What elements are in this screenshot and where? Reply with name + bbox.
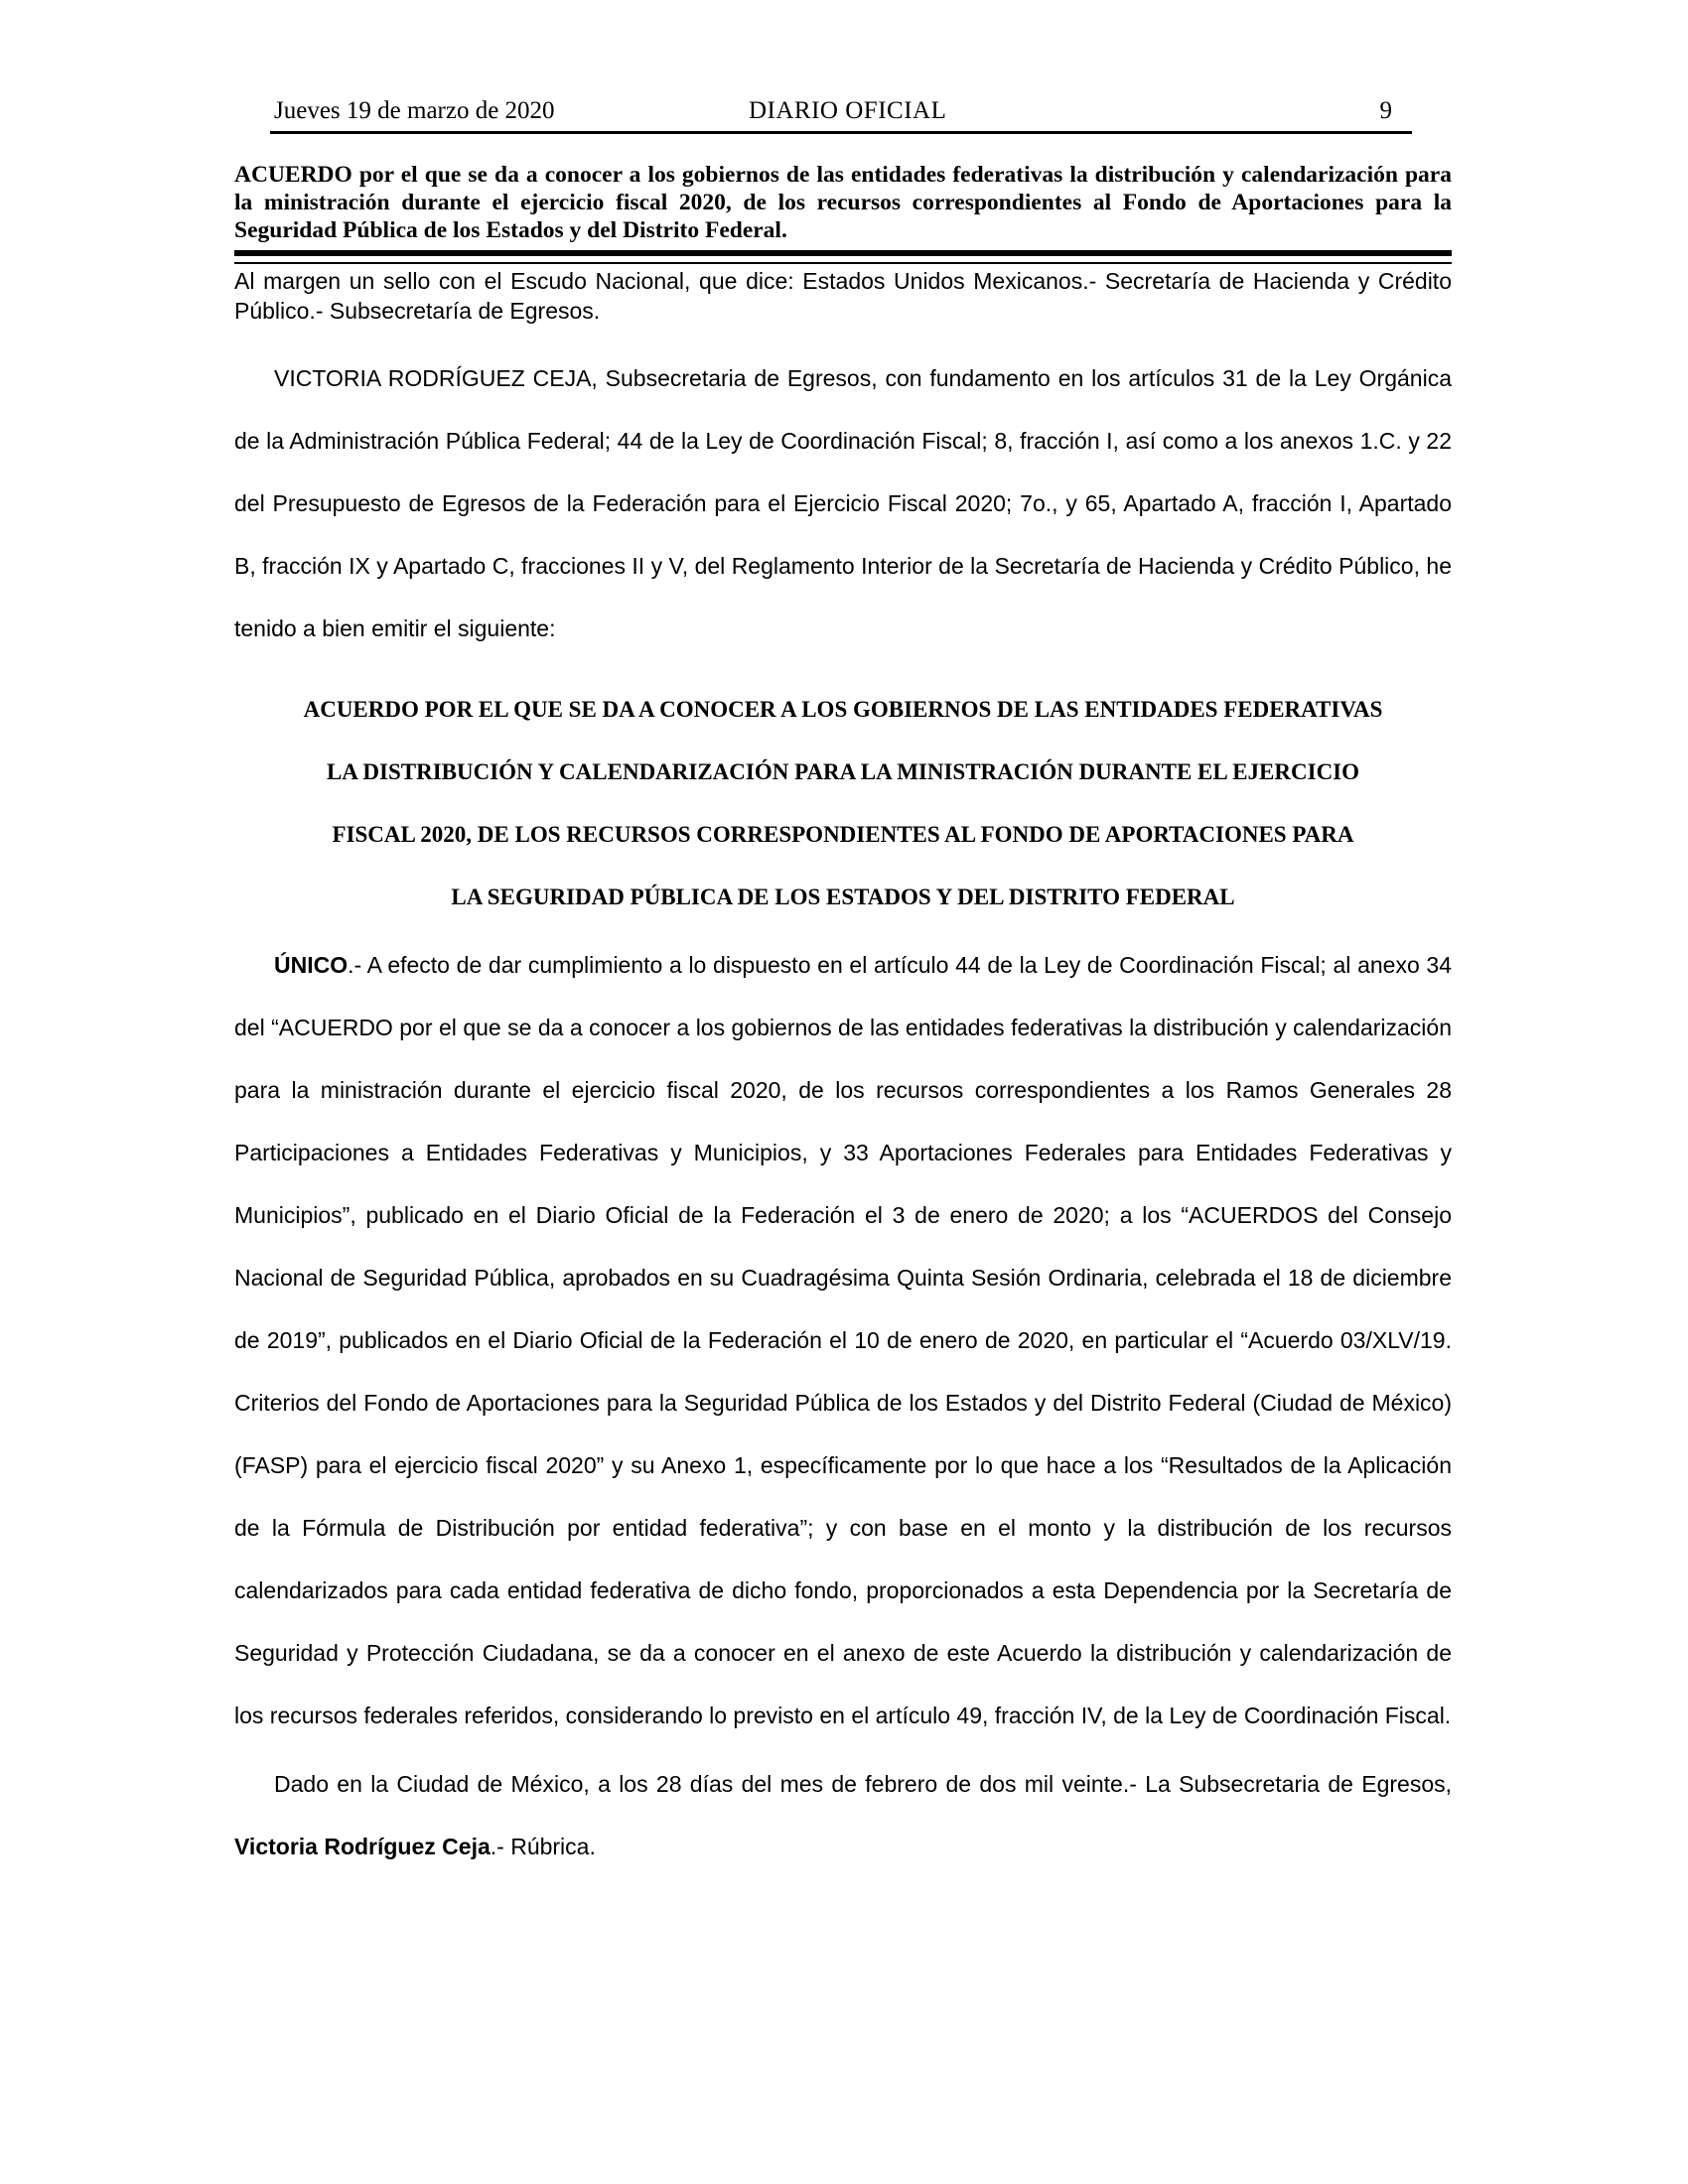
accord-heading <box>234 678 1452 928</box>
closing-paragraph <box>234 1753 1452 1878</box>
accord-heading-line: FISCAL 2020, DE LOS RECURSOS CORRESPONDIENTES AL FONDO DE APORTACIONES PARA <box>332 822 1354 847</box>
unico-text: .- A efecto de dar cumplimiento a lo dispuesto en el artículo 44 de la Ley de Coordinación Fiscal; al anexo 34 del “ACUERDO por el que se da a conocer a los gobiernos de las entidades federativas la distribución y calendarización para la ministración durante el ejercicio fiscal 2020, de los recursos correspondientes a los Ramos Generales 28 Participaciones a Entidades Federativas y Municipios, y 33 Aportaciones Federales para Entidades Federativas y Municipios”, publicado en el Diario Oficial de la Federación el 3 de enero de 2020; a los “ACUERDOS del Consejo Nacional de Seguridad Pública, aprobados en su Cuadragésima Quinta Sesión Ordinaria, celebrada el 18 de diciembre de 2019”, publicados en el Diario Oficial de la Federación el 10 de enero de 2020, en particular el “Acuerdo 03/XLV/19. Criterios del Fondo de Aportaciones para la Seguridad Pública de los Estados y del Distrito Federal (Ciudad de México) (FASP) para el ejercicio fiscal 2020” y su Anexo 1, específicamente por lo que hace a los “Resultados de la Aplicación de la Fórmula de Distribución por entidad federativa”; y con base en el monto y la distribución de los recursos calendarizados para cada entidad federativa de dicho fondo, proporcionados a esta Dependencia por la Secretaría de Seguridad y Protección Ciudadana, se da a conocer en el anexo de este Acuerdo la distribución y calendarización de los recursos federales referidos, considerando lo previsto en el artículo 49, fracción IV, de la Ley de Coordinación Fiscal. <box>234 952 1452 1728</box>
accord-heading-line: LA SEGURIDAD PÚBLICA DE LOS ESTADOS Y DEL DISTRITO FEDERAL <box>451 885 1235 909</box>
header-page-number: 9 <box>1379 97 1392 124</box>
header-rule <box>270 131 1412 134</box>
unico-paragraph <box>234 934 1452 1747</box>
header-date: Jueves 19 de marzo de 2020 <box>274 97 555 124</box>
document-title: ACUERDO por el que se da a conocer a los gobiernos de las entidades federativas la distribución y calendarización para la ministración durante el ejercicio fiscal 2020, de los recursos correspondientes al Fondo de Aportaciones para la Seguridad Pública de los Estados y del Distrito Federal. <box>234 162 1452 243</box>
signer-name: Victoria Rodríguez Ceja <box>234 1834 491 1859</box>
running-header <box>234 89 1452 129</box>
unico-label: ÚNICO <box>274 952 349 978</box>
document-page <box>234 89 1452 1878</box>
title-double-rule <box>234 250 1452 264</box>
accord-heading-line: ACUERDO POR EL QUE SE DA A CONOCER A LOS GOBIERNOS DE LAS ENTIDADES FEDERATIVAS <box>303 697 1383 722</box>
preamble-paragraph: VICTORIA RODRÍGUEZ CEJA, Subsecretaria de Egresos, con fundamento en los artículos 31 de la Ley Orgánica de la Administración Pública Federal; 44 de la Ley de Coordinación Fiscal; 8, fracción I, así como a los anexos 1.C. y 22 del Presupuesto de Egresos de la Federación para el Ejercicio Fiscal 2020; 7o., y 65, Apartado A, fracción I, Apartado B, fracción IX y Apartado C, fracciones II y V, del Reglamento Interior de la Secretaría de Hacienda y Crédito Público, he tenido a bien emitir el siguiente: <box>234 365 1452 641</box>
margin-note: Al margen un sello con el Escudo Nacional, que dice: Estados Unidos Mexicanos.- Secretaría de Hacienda y Crédito Público.- Subsecretaría de Egresos. <box>234 268 1452 324</box>
closing-text: Dado en la Ciudad de México, a los 28 días del mes de febrero de dos mil veinte.- La Subsecretaria de Egresos, <box>274 1771 1452 1797</box>
closing-rubrica: .- Rúbrica. <box>490 1834 596 1859</box>
header-journal-name: DIARIO OFICIAL <box>749 97 947 124</box>
accord-heading-line: LA DISTRIBUCIÓN Y CALENDARIZACIÓN PARA LA MINISTRACIÓN DURANTE EL EJERCICIO <box>326 759 1360 784</box>
